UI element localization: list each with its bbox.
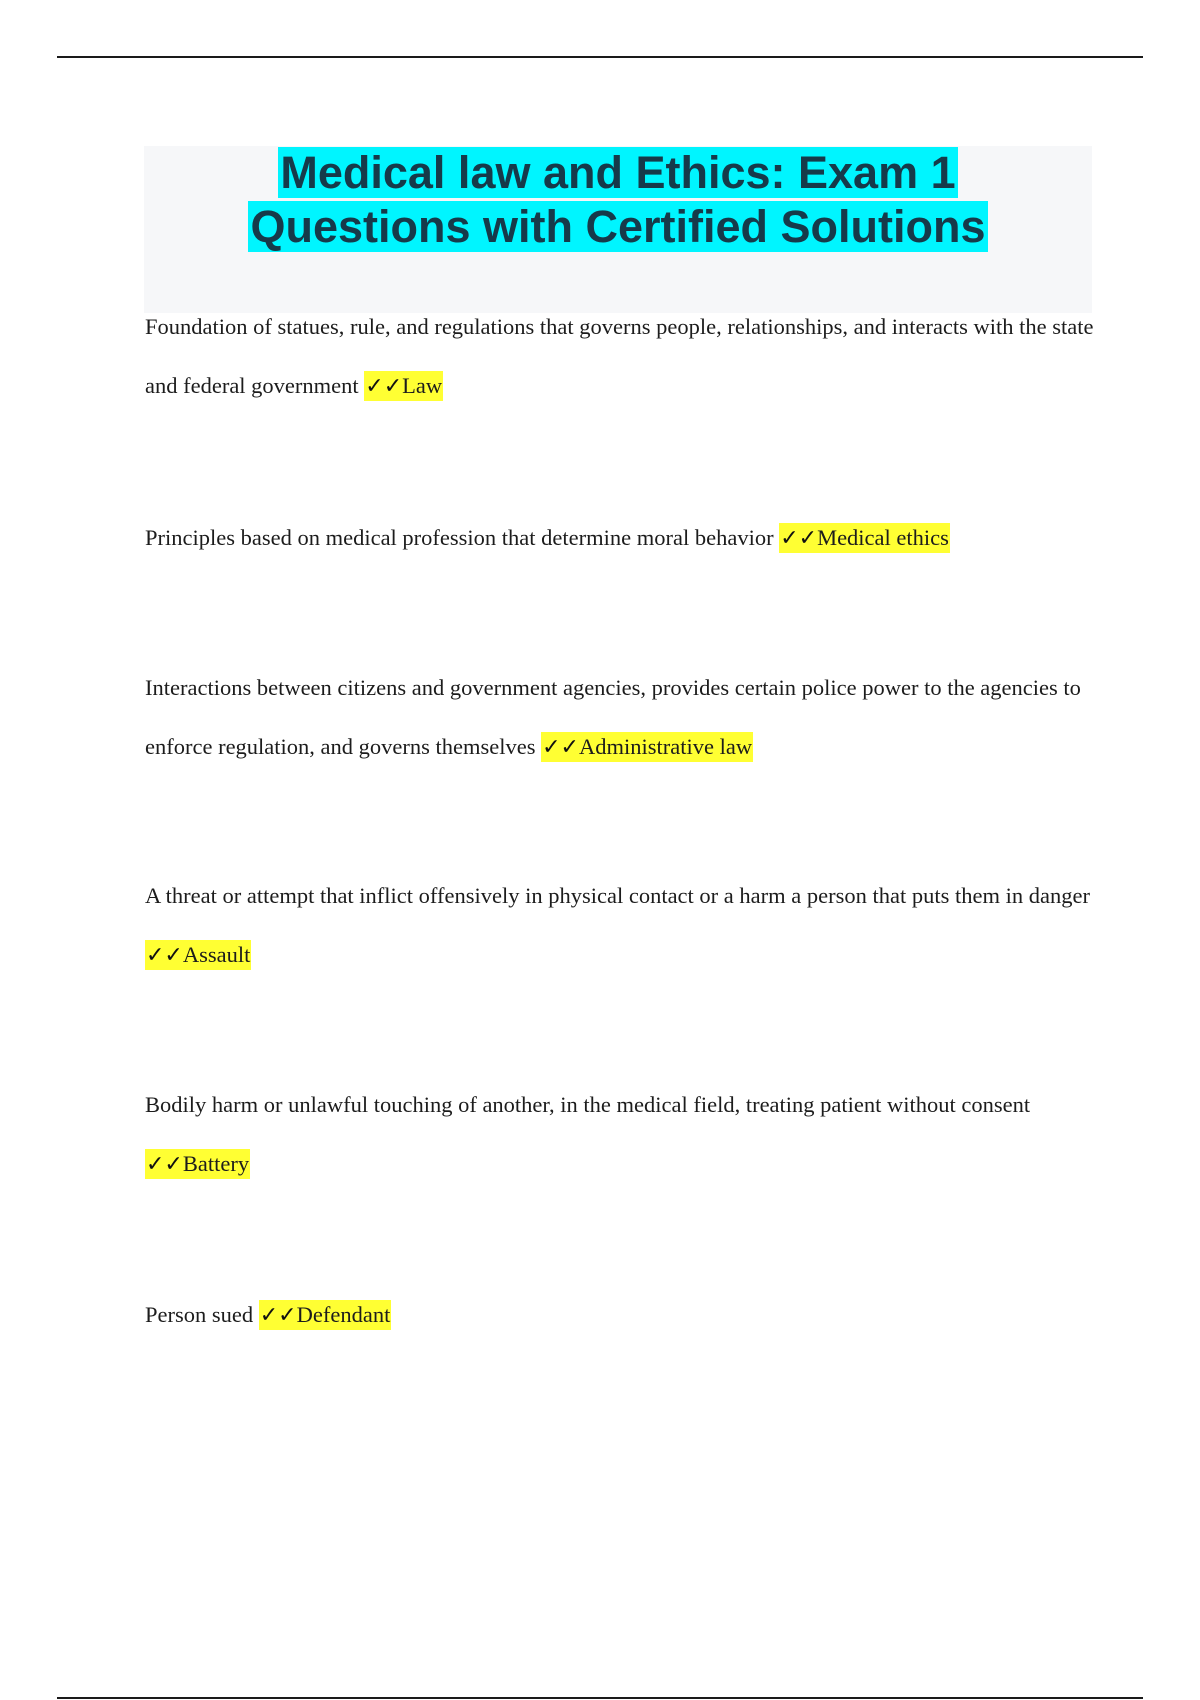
double-check-icon: ✓✓ — [542, 735, 579, 760]
answer-highlight — [541, 732, 753, 762]
qa-item-5 — [145, 1075, 1095, 1194]
double-check-icon: ✓✓ — [259, 1303, 297, 1328]
qa-item-2 — [145, 508, 1095, 568]
double-check-icon: ✓✓ — [780, 526, 818, 551]
title-line-1: Medical law and Ethics: Exam 1 — [280, 147, 956, 198]
title-line-2: Questions with Certified Solutions — [250, 201, 986, 252]
qa-item-1 — [145, 297, 1095, 416]
question-text: Person sued — [145, 1302, 254, 1327]
qa-item-4 — [145, 866, 1095, 985]
answer-text: Assault — [182, 942, 251, 967]
question-text: A threat or attempt that inflict offensively in physical contact or a harm a person that puts them in danger — [145, 883, 1090, 908]
top-rule — [57, 56, 1143, 58]
answer-highlight — [259, 1300, 392, 1330]
qa-item-6 — [145, 1285, 1095, 1345]
question-text: Foundation of statues, rule, and regulations that governs people, relationships, and interacts with the state and federal government — [145, 314, 1094, 398]
qa-item-3 — [145, 658, 1095, 777]
answer-text: Administrative law — [579, 734, 753, 759]
bottom-rule — [57, 1697, 1143, 1699]
double-check-icon: ✓✓ — [146, 943, 183, 968]
answer-highlight — [364, 371, 443, 401]
answer-text: Medical ethics — [817, 525, 949, 550]
answer-highlight — [779, 523, 950, 553]
question-text: Principles based on medical profession that determine moral behavior — [145, 525, 774, 550]
double-check-icon: ✓✓ — [365, 374, 403, 399]
answer-highlight — [145, 1149, 250, 1179]
double-check-icon: ✓✓ — [146, 1152, 183, 1177]
answer-highlight — [145, 940, 251, 970]
question-text: Bodily harm or unlawful touching of another, in the medical field, treating patient without consent — [145, 1092, 1031, 1117]
document-title — [144, 146, 1092, 254]
question-text: Interactions between citizens and government agencies, provides certain police power to the agencies to enforce regulation, and governs themselves — [145, 675, 1081, 759]
answer-text: Battery — [182, 1151, 250, 1176]
answer-text: Law — [402, 373, 443, 398]
answer-text: Defendant — [296, 1302, 391, 1327]
